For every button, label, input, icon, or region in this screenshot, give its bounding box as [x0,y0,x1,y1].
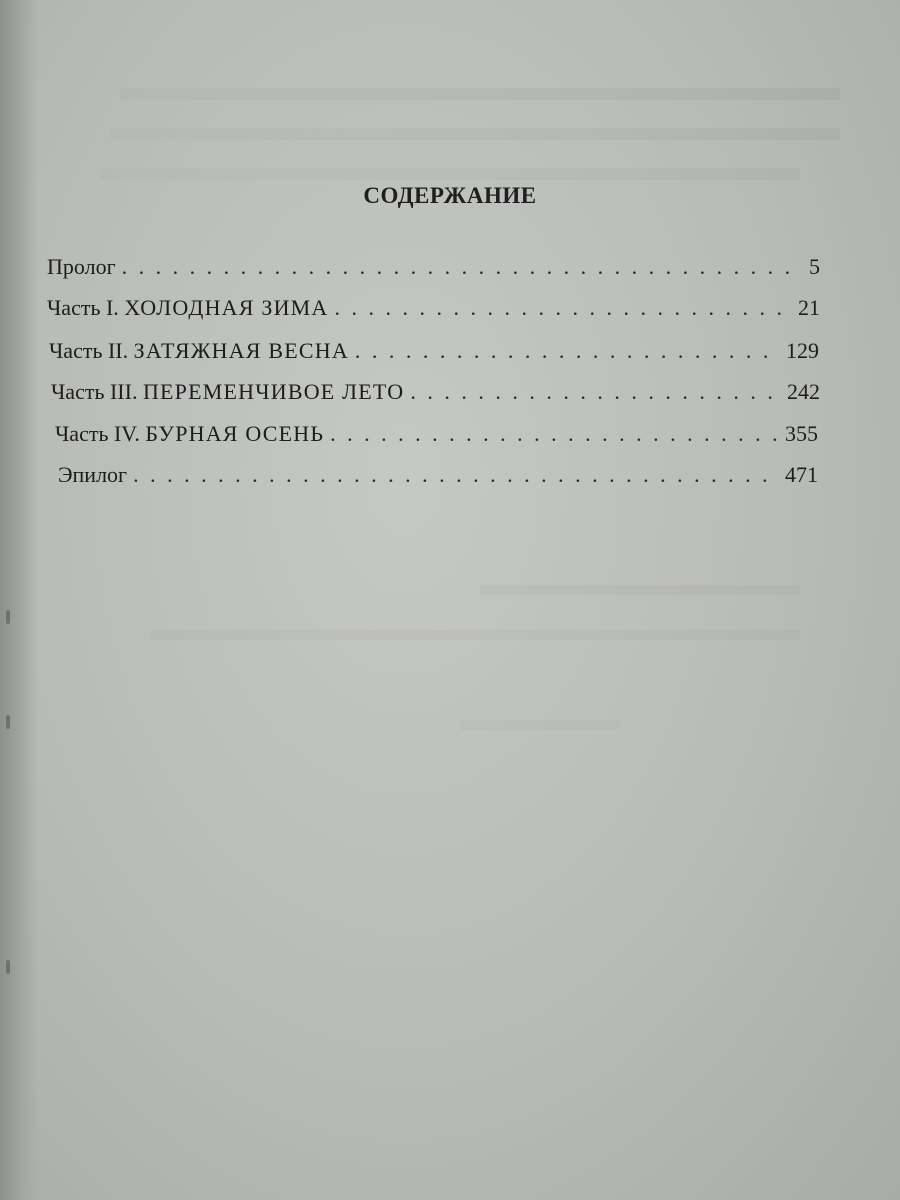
toc-page-number: 5 [809,254,820,279]
toc-page-number: 129 [786,338,819,363]
toc-entry-label: Часть I. ХОЛОДНАЯ ЗИМА [47,295,329,320]
toc-entry-prologue[interactable] [47,254,820,280]
dot-leader [335,295,792,321]
dot-leader [330,421,779,447]
binding-stitch [6,610,10,624]
dot-leader [133,462,779,488]
binding-stitch [6,715,10,729]
toc-page-number: 21 [798,295,820,320]
toc-entry-part-1[interactable] [47,295,820,321]
toc-entry-part-3[interactable] [51,379,820,405]
toc-entry-label: Эпилог [58,462,128,487]
dot-leader [122,254,803,280]
toc-entry-label: Часть IV. БУРНАЯ ОСЕНЬ [55,421,325,446]
toc-entry-part-4[interactable] [55,421,818,447]
toc-page-number: 242 [787,379,820,404]
show-through-texture [150,630,800,640]
toc-entry-label: Пролог [47,254,116,279]
toc-entry-part-2[interactable] [49,338,819,364]
toc-title: СОДЕРЖАНИЕ [363,183,537,208]
dot-leader [355,338,780,364]
binding-stitch [6,960,10,974]
toc-page-number: 355 [785,421,818,446]
toc-page-number: 471 [785,462,818,487]
toc-entry-label: Часть II. ЗАТЯЖНАЯ ВЕСНА [49,338,349,363]
show-through-texture [460,720,620,730]
toc-entry-label: Часть III. ПЕРЕМЕНЧИВОЕ ЛЕТО [51,379,405,404]
toc-entry-epilogue[interactable] [58,462,818,488]
dot-leader [410,379,781,405]
